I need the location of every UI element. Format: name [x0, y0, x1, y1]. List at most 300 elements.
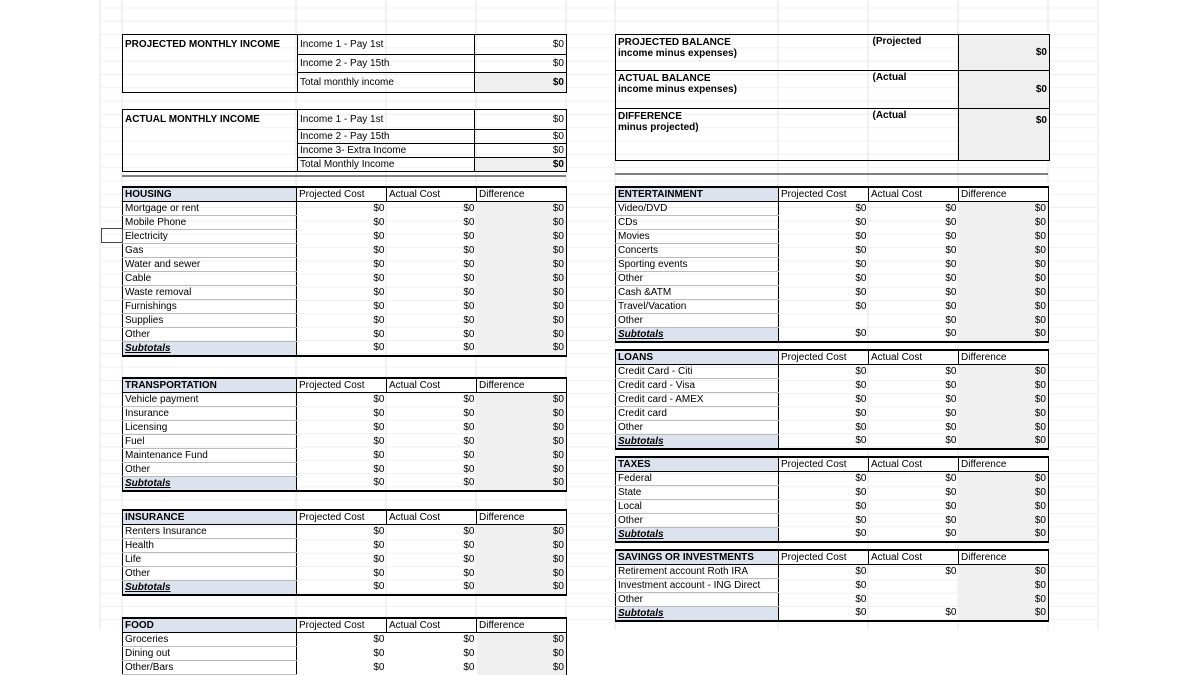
- expense-row: [123, 202, 567, 216]
- expense-row: [616, 244, 1049, 258]
- projected-cost-cell[interactable]: $0: [855, 244, 867, 256]
- expense-label[interactable]: Credit card: [616, 407, 779, 421]
- actual-cost-cell[interactable]: $0: [945, 379, 957, 391]
- difference-cell[interactable]: $0: [959, 421, 1049, 435]
- expense-row: [123, 647, 567, 661]
- projected-cost-cell[interactable]: $0: [855, 393, 867, 405]
- difference-cell[interactable]: $0: [477, 244, 567, 258]
- expense-label[interactable]: Mobile Phone: [123, 216, 297, 230]
- subtotals-label: Subtotals: [616, 328, 779, 343]
- expense-label[interactable]: Groceries: [123, 633, 297, 647]
- expense-label[interactable]: Other: [616, 272, 779, 286]
- difference-cell[interactable]: $0: [477, 463, 567, 477]
- expense-label[interactable]: Gas: [123, 244, 297, 258]
- expense-row: [616, 393, 1049, 407]
- actual-cost-cell[interactable]: $0: [463, 314, 475, 326]
- projected-cost-cell[interactable]: $0: [373, 202, 385, 214]
- projected-cost-cell[interactable]: $0: [373, 449, 385, 461]
- projected-income-title: PROJECTED MONTHLY INCOME: [123, 35, 298, 55]
- projected-subtotal[interactable]: $0: [297, 477, 387, 492]
- difference-cell[interactable]: $0: [959, 230, 1049, 244]
- expense-label[interactable]: Retirement account Roth IRA: [616, 565, 779, 579]
- actual-cost-cell[interactable]: $0: [945, 407, 957, 419]
- difference-sublabel: minus projected): [618, 122, 699, 133]
- difference-cell[interactable]: $0: [477, 393, 567, 407]
- expense-row: [123, 463, 567, 477]
- subtotals-label: Subtotals: [123, 581, 297, 596]
- income-value[interactable]: $0: [475, 35, 567, 55]
- expense-label[interactable]: Other: [616, 421, 779, 435]
- actual-cost-cell[interactable]: $0: [463, 633, 475, 645]
- projected-cost-cell[interactable]: $0: [855, 365, 867, 377]
- actual-balance-sublabel: income minus expenses): [618, 84, 737, 95]
- subtotals-label: Subtotals: [616, 528, 779, 543]
- expense-row: [123, 539, 567, 553]
- expense-row: [123, 258, 567, 272]
- actual-cost-cell[interactable]: $0: [945, 216, 957, 228]
- difference-cell[interactable]: $0: [477, 328, 567, 342]
- expense-label[interactable]: Vehicle payment: [123, 393, 297, 407]
- projected-cost-cell[interactable]: $0: [373, 421, 385, 433]
- expense-label[interactable]: Local: [616, 500, 779, 514]
- projected-subtotal[interactable]: $0: [297, 342, 387, 357]
- projected-cost-cell[interactable]: $0: [373, 647, 385, 659]
- difference-cell[interactable]: $0: [959, 300, 1049, 314]
- actual-cost-cell[interactable]: $0: [463, 258, 475, 270]
- expense-label[interactable]: Other/Bars: [123, 661, 297, 675]
- actual-subtotal[interactable]: $0: [387, 477, 477, 492]
- difference-subtotal[interactable]: $0: [477, 581, 567, 596]
- projected-cost-cell[interactable]: $0: [855, 514, 867, 526]
- income-value[interactable]: $0: [475, 110, 567, 130]
- actual-cost-cell[interactable]: $0: [463, 449, 475, 461]
- col-head-actual: Actual Cost: [869, 550, 959, 565]
- income-label[interactable]: Income 3- Extra Income: [298, 144, 475, 158]
- projected-cost-cell[interactable]: $0: [373, 244, 385, 256]
- left-expense-column: [122, 186, 567, 675]
- actual-cost-cell[interactable]: $0: [463, 202, 475, 214]
- actual-subtotal[interactable]: $0: [869, 528, 959, 543]
- difference-cell[interactable]: $0: [477, 539, 567, 553]
- expense-label[interactable]: Fuel: [123, 435, 297, 449]
- expense-row: [123, 216, 567, 230]
- expense-section-table: [615, 456, 1049, 543]
- difference-cell[interactable]: $0: [959, 593, 1049, 607]
- actual-cost-cell[interactable]: $0: [945, 421, 957, 433]
- expense-label[interactable]: Concerts: [616, 244, 779, 258]
- subtotals-label: Subtotals: [616, 435, 779, 450]
- difference-cell[interactable]: $0: [959, 579, 1049, 593]
- income-label[interactable]: Income 2 - Pay 15th: [298, 130, 475, 144]
- actual-subtotal[interactable]: $0: [387, 342, 477, 357]
- expense-label[interactable]: Credit card - AMEX: [616, 393, 779, 407]
- difference-subtotal[interactable]: $0: [959, 435, 1049, 450]
- col-head-actual: Actual Cost: [387, 187, 477, 202]
- difference-cell[interactable]: $0: [959, 202, 1049, 216]
- projected-cost-cell[interactable]: $0: [373, 567, 385, 579]
- actual-cost-cell[interactable]: $0: [945, 258, 957, 270]
- actual-subtotal[interactable]: $0: [869, 435, 959, 450]
- difference-cell[interactable]: $0: [959, 379, 1049, 393]
- actual-cost-cell[interactable]: $0: [463, 216, 475, 228]
- income-value[interactable]: $0: [475, 130, 567, 144]
- subtotal-row: [123, 342, 567, 357]
- projected-cost-cell[interactable]: $0: [373, 661, 385, 673]
- projected-cost-cell[interactable]: $0: [855, 579, 867, 591]
- expense-row: [616, 472, 1049, 486]
- balance-block: [615, 34, 1050, 161]
- col-head-projected: Projected Cost: [297, 187, 387, 202]
- col-head-actual: Actual Cost: [869, 457, 959, 472]
- difference-cell[interactable]: $0: [477, 258, 567, 272]
- projected-cost-cell[interactable]: $0: [373, 286, 385, 298]
- difference-cell[interactable]: $0: [959, 216, 1049, 230]
- difference-cell[interactable]: $0: [959, 514, 1049, 528]
- difference-cell[interactable]: $0: [477, 202, 567, 216]
- projected-cost-cell[interactable]: $0: [373, 216, 385, 228]
- expense-label[interactable]: Travel/Vacation: [616, 300, 779, 314]
- expense-label[interactable]: Credit Card - Citi: [616, 365, 779, 379]
- expense-row: [123, 449, 567, 463]
- actual-cost-cell[interactable]: $0: [945, 202, 957, 214]
- expense-label[interactable]: Waste removal: [123, 286, 297, 300]
- col-head-projected: Projected Cost: [779, 187, 869, 202]
- total-income-value[interactable]: $0: [475, 158, 567, 172]
- col-head-actual: Actual Cost: [387, 378, 477, 393]
- expense-label[interactable]: Life: [123, 553, 297, 567]
- expense-label[interactable]: Video/DVD: [616, 202, 779, 216]
- projected-cost-cell[interactable]: $0: [373, 300, 385, 312]
- projected-cost-cell[interactable]: $0: [855, 565, 867, 577]
- col-head-projected: Projected Cost: [779, 550, 869, 565]
- difference-cell[interactable]: $0: [959, 365, 1049, 379]
- difference-cell[interactable]: $0: [477, 300, 567, 314]
- difference-subtotal[interactable]: $0: [959, 528, 1049, 543]
- projected-subtotal[interactable]: $0: [779, 435, 869, 450]
- projected-subtotal[interactable]: $0: [779, 528, 869, 543]
- actual-cost-cell[interactable]: $0: [945, 514, 957, 526]
- difference-cell[interactable]: $0: [477, 286, 567, 300]
- projected-cost-cell[interactable]: $0: [373, 407, 385, 419]
- actual-cost-cell[interactable]: $0: [463, 553, 475, 565]
- col-head-actual: Actual Cost: [387, 510, 477, 525]
- selected-cell-indicator[interactable]: [101, 228, 123, 243]
- expense-section-table: [122, 186, 567, 357]
- expense-label[interactable]: Health: [123, 539, 297, 553]
- col-head-projected: Projected Cost: [779, 350, 869, 365]
- actual-cost-cell[interactable]: $0: [463, 230, 475, 242]
- expense-label[interactable]: Furnishings: [123, 300, 297, 314]
- expense-label[interactable]: Electricity: [123, 230, 297, 244]
- subtotal-row: [616, 435, 1049, 450]
- expense-label[interactable]: Water and sewer: [123, 258, 297, 272]
- projected-cost-cell[interactable]: $0: [373, 633, 385, 645]
- expense-label[interactable]: Renters Insurance: [123, 525, 297, 539]
- section-title: ENTERTAINMENT: [616, 187, 779, 202]
- actual-cost-cell[interactable]: $0: [463, 286, 475, 298]
- difference-subtotal[interactable]: $0: [477, 342, 567, 357]
- section-title: INSURANCE: [123, 510, 297, 525]
- projected-cost-cell[interactable]: $0: [855, 216, 867, 228]
- difference-cell[interactable]: $0: [477, 435, 567, 449]
- actual-cost-cell[interactable]: $0: [463, 300, 475, 312]
- difference-cell[interactable]: $0: [959, 314, 1049, 328]
- actual-cost-cell[interactable]: [869, 579, 959, 593]
- actual-balance-note: (Actual: [871, 71, 959, 109]
- projected-cost-cell[interactable]: $0: [855, 272, 867, 284]
- actual-cost-cell[interactable]: $0: [463, 244, 475, 256]
- projected-cost-cell[interactable]: $0: [373, 525, 385, 537]
- col-head-difference: Difference: [959, 350, 1049, 365]
- col-head-actual: Actual Cost: [387, 618, 477, 633]
- actual-cost-cell[interactable]: $0: [945, 500, 957, 512]
- expense-row: [123, 633, 567, 647]
- actual-cost-cell[interactable]: $0: [945, 314, 957, 326]
- projected-cost-cell[interactable]: $0: [855, 500, 867, 512]
- expense-row: [123, 230, 567, 244]
- expense-label[interactable]: State: [616, 486, 779, 500]
- projected-subtotal[interactable]: $0: [297, 581, 387, 596]
- expense-row: [123, 435, 567, 449]
- expense-row: [123, 553, 567, 567]
- projected-balance-value[interactable]: $0: [959, 35, 1050, 71]
- col-head-difference: Difference: [477, 187, 567, 202]
- expense-section-table: [122, 377, 567, 492]
- section-title: TRANSPORTATION: [123, 378, 297, 393]
- subtotal-row: [123, 581, 567, 596]
- projected-cost-cell[interactable]: $0: [373, 314, 385, 326]
- expense-label[interactable]: Federal: [616, 472, 779, 486]
- expense-row: [616, 500, 1049, 514]
- difference-cell[interactable]: $0: [959, 500, 1049, 514]
- expense-section-table: [615, 549, 1049, 622]
- actual-balance-value[interactable]: $0: [959, 71, 1050, 109]
- projected-subtotal[interactable]: $0: [779, 328, 869, 343]
- projected-subtotal[interactable]: $0: [779, 607, 869, 622]
- expense-row: [616, 579, 1049, 593]
- expense-label[interactable]: Cable: [123, 272, 297, 286]
- projected-cost-cell[interactable]: $0: [855, 202, 867, 214]
- actual-cost-cell[interactable]: $0: [945, 244, 957, 256]
- expense-label[interactable]: Cash &ATM: [616, 286, 779, 300]
- difference-cell[interactable]: $0: [477, 314, 567, 328]
- expense-label[interactable]: Other: [123, 463, 297, 477]
- projected-cost-cell[interactable]: $0: [855, 593, 867, 605]
- actual-cost-cell[interactable]: $0: [945, 565, 957, 577]
- actual-cost-cell[interactable]: $0: [463, 661, 475, 673]
- difference-cell[interactable]: $0: [959, 272, 1049, 286]
- expense-row: [123, 300, 567, 314]
- difference-cell[interactable]: $0: [477, 272, 567, 286]
- expense-section-table: [122, 509, 567, 596]
- actual-cost-cell[interactable]: $0: [463, 421, 475, 433]
- actual-cost-cell[interactable]: $0: [463, 435, 475, 447]
- expense-label[interactable]: Other: [123, 567, 297, 581]
- projected-cost-cell[interactable]: $0: [373, 553, 385, 565]
- income-value[interactable]: $0: [475, 55, 567, 73]
- difference-cell[interactable]: $0: [959, 393, 1049, 407]
- actual-cost-cell[interactable]: $0: [945, 393, 957, 405]
- actual-cost-cell[interactable]: $0: [463, 463, 475, 475]
- difference-cell[interactable]: $0: [477, 407, 567, 421]
- difference-cell[interactable]: $0: [477, 553, 567, 567]
- actual-subtotal[interactable]: $0: [869, 607, 959, 622]
- difference-cell[interactable]: $0: [477, 567, 567, 581]
- expense-label[interactable]: Other: [616, 593, 779, 607]
- expense-label[interactable]: Sporting events: [616, 258, 779, 272]
- section-title: LOANS: [616, 350, 779, 365]
- projected-cost-cell[interactable]: $0: [373, 230, 385, 242]
- expense-row: [123, 286, 567, 300]
- expense-label[interactable]: Licensing: [123, 421, 297, 435]
- expense-label[interactable]: Insurance: [123, 407, 297, 421]
- income-label[interactable]: Income 1 - Pay 1st: [298, 35, 475, 55]
- expense-label[interactable]: Maintenance Fund: [123, 449, 297, 463]
- difference-note: (Actual: [871, 109, 959, 161]
- expense-section-table: [122, 617, 567, 675]
- difference-cell[interactable]: $0: [959, 486, 1049, 500]
- expense-row: [616, 300, 1049, 314]
- subtotal-row: [616, 528, 1049, 543]
- projected-cost-cell[interactable]: $0: [373, 272, 385, 284]
- col-head-difference: Difference: [959, 457, 1049, 472]
- expense-row: [123, 407, 567, 421]
- expense-label[interactable]: Other: [616, 514, 779, 528]
- difference-cell[interactable]: $0: [477, 449, 567, 463]
- actual-cost-cell[interactable]: $0: [945, 300, 957, 312]
- expense-row: [616, 258, 1049, 272]
- expense-label[interactable]: Mortgage or rent: [123, 202, 297, 216]
- projected-balance-label: PROJECTED BALANCE: [618, 37, 731, 48]
- difference-subtotal[interactable]: $0: [959, 328, 1049, 343]
- expense-label[interactable]: Dining out: [123, 647, 297, 661]
- projected-cost-cell[interactable]: $0: [855, 421, 867, 433]
- actual-cost-cell[interactable]: $0: [463, 407, 475, 419]
- difference-cell[interactable]: $0: [477, 525, 567, 539]
- difference-cell[interactable]: $0: [959, 286, 1049, 300]
- actual-cost-cell[interactable]: $0: [463, 567, 475, 579]
- income-label[interactable]: Income 1 - Pay 1st: [298, 110, 475, 130]
- col-head-difference: Difference: [959, 550, 1049, 565]
- projected-cost-cell[interactable]: $0: [373, 328, 385, 340]
- projected-cost-cell[interactable]: $0: [373, 435, 385, 447]
- difference-subtotal[interactable]: $0: [959, 607, 1049, 622]
- difference-cell[interactable]: $0: [477, 421, 567, 435]
- difference-cell[interactable]: $0: [477, 230, 567, 244]
- subtotal-row: [616, 607, 1049, 622]
- actual-cost-cell[interactable]: $0: [463, 328, 475, 340]
- expense-label[interactable]: Other: [123, 328, 297, 342]
- projected-cost-cell[interactable]: $0: [373, 539, 385, 551]
- projected-cost-cell[interactable]: $0: [855, 258, 867, 270]
- projected-cost-cell[interactable]: $0: [855, 486, 867, 498]
- expense-label[interactable]: Supplies: [123, 314, 297, 328]
- expense-label[interactable]: Other: [616, 314, 779, 328]
- projected-cost-cell[interactable]: $0: [855, 300, 867, 312]
- total-income-label: Total Monthly Income: [298, 158, 475, 172]
- expense-section-table: [615, 349, 1049, 450]
- projected-cost-cell[interactable]: $0: [373, 463, 385, 475]
- col-head-projected: Projected Cost: [779, 457, 869, 472]
- difference-cell[interactable]: $0: [959, 472, 1049, 486]
- difference-cell[interactable]: $0: [959, 407, 1049, 421]
- difference-cell[interactable]: $0: [477, 633, 567, 647]
- projected-cost-cell[interactable]: $0: [373, 258, 385, 270]
- actual-subtotal[interactable]: $0: [869, 328, 959, 343]
- expense-label[interactable]: CDs: [616, 216, 779, 230]
- difference-cell[interactable]: $0: [959, 244, 1049, 258]
- projected-cost-cell[interactable]: [779, 314, 869, 328]
- subtotals-label: Subtotals: [123, 342, 297, 357]
- projected-cost-cell[interactable]: $0: [855, 379, 867, 391]
- subtotals-label: Subtotals: [616, 607, 779, 622]
- actual-subtotal[interactable]: $0: [387, 581, 477, 596]
- difference-cell[interactable]: $0: [477, 661, 567, 675]
- actual-cost-cell[interactable]: $0: [463, 539, 475, 551]
- actual-cost-cell[interactable]: $0: [463, 393, 475, 405]
- col-head-actual: Actual Cost: [869, 187, 959, 202]
- projected-cost-cell[interactable]: $0: [855, 286, 867, 298]
- subtotal-row: [123, 477, 567, 492]
- expense-row: [123, 272, 567, 286]
- col-head-actual: Actual Cost: [869, 350, 959, 365]
- income-label[interactable]: Income 2 - Pay 15th: [298, 55, 475, 73]
- expense-row: [616, 365, 1049, 379]
- expense-label[interactable]: Movies: [616, 230, 779, 244]
- projected-cost-cell[interactable]: $0: [855, 472, 867, 484]
- difference-cell[interactable]: $0: [477, 216, 567, 230]
- expense-row: [616, 272, 1049, 286]
- actual-cost-cell[interactable]: $0: [463, 525, 475, 537]
- total-income-label: Total monthly income: [298, 73, 475, 93]
- expense-label[interactable]: Credit card - Visa: [616, 379, 779, 393]
- expense-row: [616, 593, 1049, 607]
- actual-cost-cell[interactable]: $0: [945, 486, 957, 498]
- expense-row: [616, 314, 1049, 328]
- expense-row: [123, 244, 567, 258]
- projected-cost-cell[interactable]: $0: [373, 393, 385, 405]
- actual-cost-cell[interactable]: $0: [945, 230, 957, 242]
- difference-cell[interactable]: $0: [959, 565, 1049, 579]
- actual-cost-cell[interactable]: $0: [945, 272, 957, 284]
- actual-cost-cell[interactable]: [869, 593, 959, 607]
- col-head-projected: Projected Cost: [297, 510, 387, 525]
- actual-cost-cell[interactable]: $0: [945, 472, 957, 484]
- projected-income-block: [122, 34, 567, 93]
- actual-cost-cell[interactable]: $0: [463, 272, 475, 284]
- actual-cost-cell[interactable]: $0: [463, 647, 475, 659]
- projected-cost-cell[interactable]: $0: [855, 407, 867, 419]
- difference-value[interactable]: $0: [959, 109, 1050, 161]
- income-value[interactable]: $0: [475, 144, 567, 158]
- actual-cost-cell[interactable]: $0: [945, 365, 957, 377]
- total-income-value[interactable]: $0: [475, 73, 567, 93]
- actual-cost-cell[interactable]: $0: [945, 286, 957, 298]
- expense-row: [123, 393, 567, 407]
- projected-cost-cell[interactable]: $0: [855, 230, 867, 242]
- expense-row: [616, 514, 1049, 528]
- difference-subtotal[interactable]: $0: [477, 477, 567, 492]
- difference-cell[interactable]: $0: [477, 647, 567, 661]
- col-head-projected: Projected Cost: [297, 618, 387, 633]
- expense-row: [123, 314, 567, 328]
- expense-row: [616, 421, 1049, 435]
- expense-row: [123, 661, 567, 675]
- expense-row: [123, 525, 567, 539]
- expense-label[interactable]: Investment account - ING Direct: [616, 579, 779, 593]
- expense-row: [616, 216, 1049, 230]
- difference-cell[interactable]: $0: [959, 258, 1049, 272]
